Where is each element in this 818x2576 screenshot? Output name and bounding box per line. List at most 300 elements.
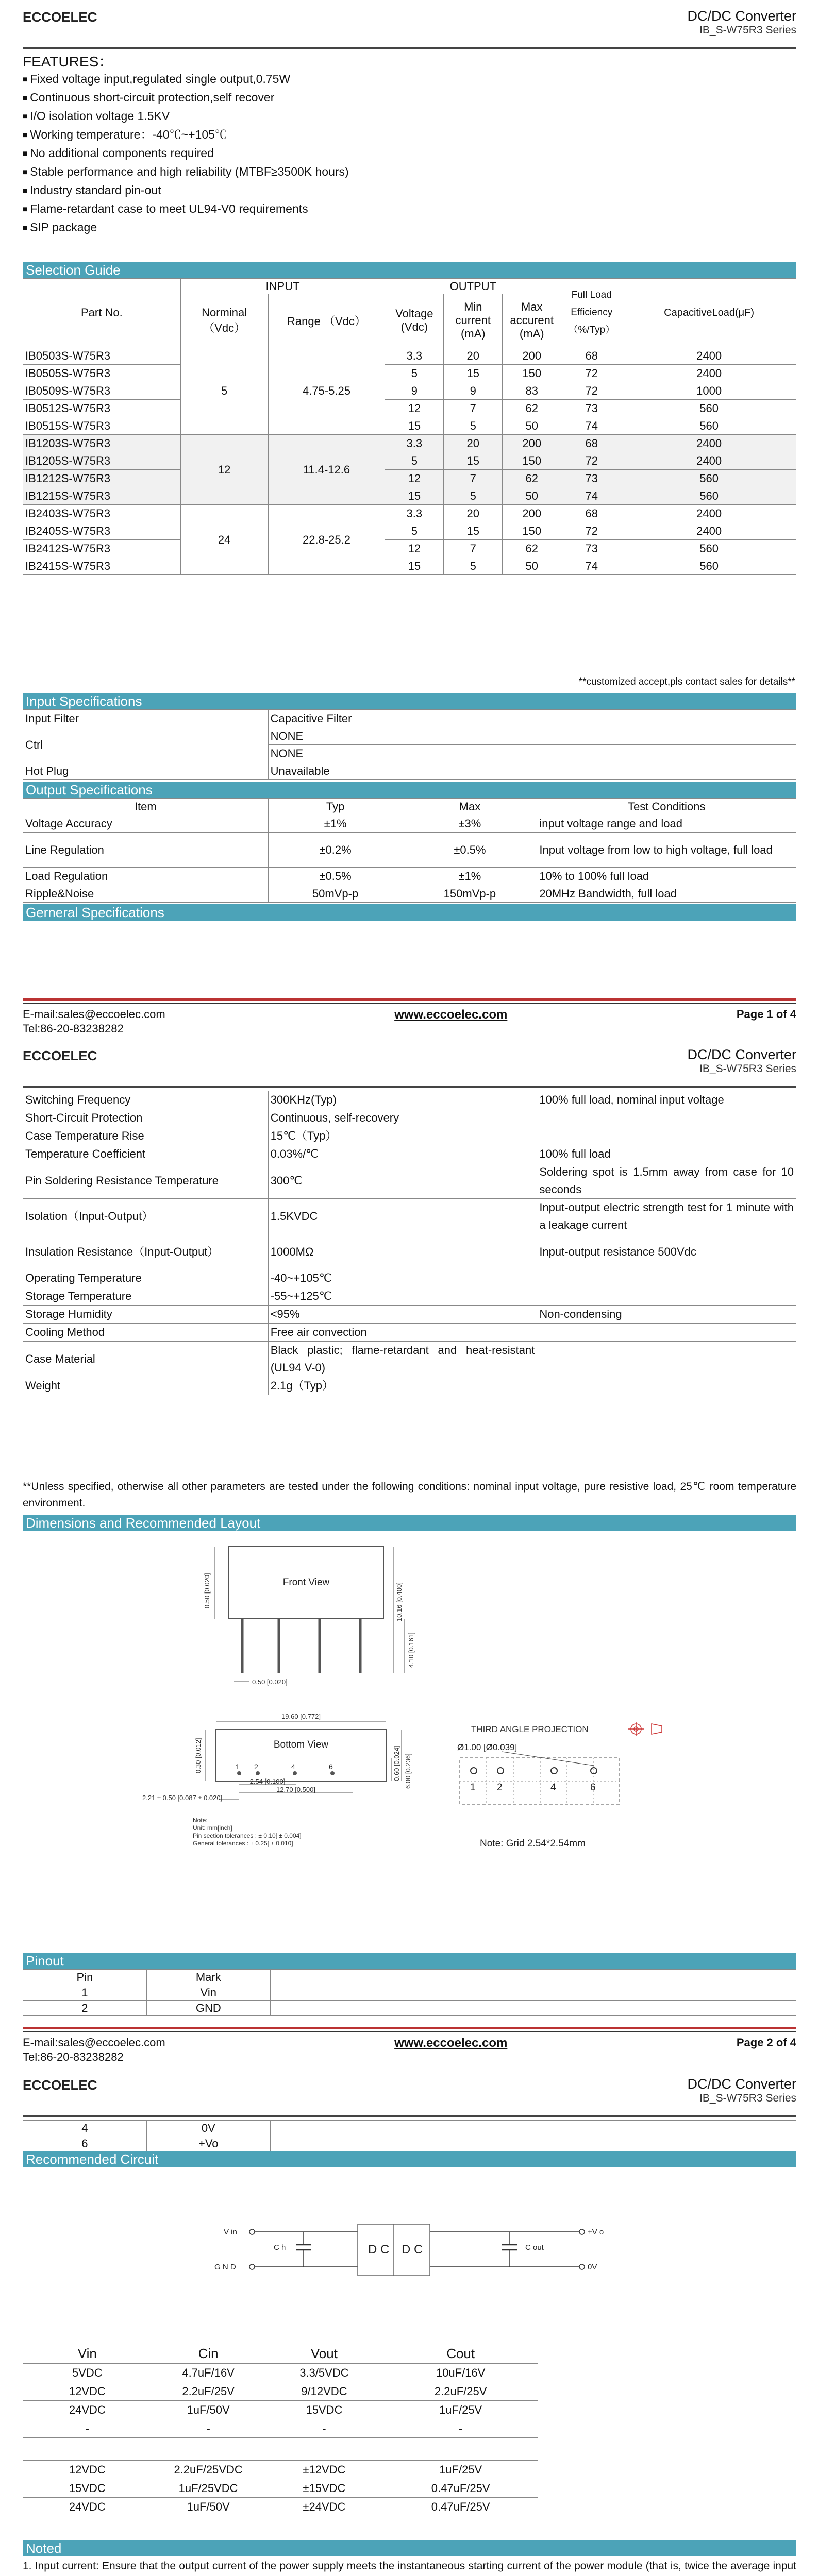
- part-number: IB1212S-W75R3: [23, 470, 181, 487]
- min-current: 5: [444, 557, 503, 575]
- output-spec-title: Output Specifications: [23, 782, 796, 798]
- dim-note: Unit: mm[inch]: [193, 1824, 232, 1832]
- feature-item: ■ Fixed voltage input,regulated single output,0.75W: [23, 70, 349, 89]
- feature-item: ■ Industry standard pin-out: [23, 181, 349, 200]
- capacitive-load: 560: [622, 400, 796, 417]
- cap-cin: 1uF/50V: [152, 2498, 265, 2516]
- capacitive-load: 2400: [622, 365, 796, 382]
- header-rule: [23, 2115, 796, 2117]
- spec-condition: [537, 1287, 796, 1306]
- capacitive-load: 1000: [622, 382, 796, 400]
- cap-vin: 12VDC: [23, 2461, 152, 2479]
- cap-vin: 12VDC: [23, 2382, 152, 2401]
- part-number: IB0515S-W75R3: [23, 417, 181, 435]
- selection-guide-title: Selection Guide: [23, 262, 796, 278]
- min-current: 9: [444, 382, 503, 400]
- spec-value: 1.5KVDC: [268, 1199, 537, 1234]
- max-current: 50: [503, 557, 561, 575]
- cap-vout: 3.3/5VDC: [265, 2364, 383, 2382]
- spec-max: 150mVp-p: [403, 885, 537, 903]
- cap-cout: [383, 2438, 538, 2461]
- spec-condition: [537, 1342, 796, 1377]
- brand-name: ECCOELEC: [23, 2077, 97, 2093]
- max-current: 150: [503, 452, 561, 470]
- pinout-table-1: [23, 1969, 796, 2016]
- spec-typ: ±1%: [268, 815, 403, 833]
- spec-condition: [537, 1109, 796, 1127]
- spec-condition: [537, 1269, 796, 1287]
- spec-label: Case Temperature Rise: [23, 1127, 269, 1145]
- nominal-voltage: 12: [180, 435, 268, 505]
- note-item: 1. Input current: Ensure that the output current of the power supply meets the instantaneous starting current of the power module (that is, twice the average input: [23, 2560, 796, 2572]
- col-part-no: Part No.: [23, 279, 181, 347]
- cap-cin: -: [152, 2419, 265, 2438]
- cap-cout: 1uF/25V: [383, 2461, 538, 2479]
- pin-number: 6: [329, 1762, 333, 1771]
- output-spec-table: [23, 798, 796, 903]
- cap-cin: 4.7uF/16V: [152, 2364, 265, 2382]
- nominal-voltage: 24: [180, 505, 268, 575]
- min-current: 7: [444, 400, 503, 417]
- spec-label: Short-Circuit Protection: [23, 1109, 269, 1127]
- dim-height: 10.16 [0.400]: [395, 1582, 403, 1621]
- spec-label: Hot Plug: [23, 762, 269, 780]
- feature-item: ■ I/O isolation voltage 1.5KV: [23, 107, 349, 126]
- dimensions-drawing: [23, 1531, 796, 1948]
- cap-cout: -: [383, 2419, 538, 2438]
- pcb-pin-number: 1: [470, 1782, 476, 1793]
- feature-item: ■ Continuous short-circuit protection,self recover: [23, 89, 349, 107]
- feature-item: ■ No additional components required: [23, 144, 349, 163]
- page-number: Page 1 of 4: [736, 1008, 796, 1021]
- spec-label: Storage Temperature: [23, 1287, 269, 1306]
- cap-vout: -: [265, 2419, 383, 2438]
- circuit-gnd-label: G N D: [214, 2263, 236, 2272]
- pinout-table-2: [23, 2120, 796, 2151]
- part-number: IB0505S-W75R3: [23, 365, 181, 382]
- part-number: IB0509S-W75R3: [23, 382, 181, 400]
- cap-cout: 2.2uF/25V: [383, 2382, 538, 2401]
- efficiency: 72: [561, 382, 622, 400]
- min-current: 15: [444, 522, 503, 540]
- series-name: IB_S-W75R3 Series: [699, 2092, 796, 2104]
- pcb-layout: [460, 1752, 620, 1804]
- spec-label: Load Regulation: [23, 868, 269, 885]
- dim-pitch: 2.54 [0.100]: [249, 1777, 286, 1785]
- spec-label: Line Regulation: [23, 833, 269, 868]
- capacitive-load: 2400: [622, 522, 796, 540]
- spec-value: -55~+125℃: [268, 1287, 537, 1306]
- spec-typ: 50mVp-p: [268, 885, 403, 903]
- part-number: IB1205S-W75R3: [23, 452, 181, 470]
- general-spec-title: Gerneral Specifications: [23, 904, 796, 921]
- cap-vin: 24VDC: [23, 2498, 152, 2516]
- cap-vout: 15VDC: [265, 2401, 383, 2419]
- notes-list: [23, 2557, 796, 2576]
- spec-value: 15℃（Typ）: [268, 1127, 537, 1145]
- front-view: [214, 1547, 404, 1682]
- feature-item: ■ Stable performance and high reliability (MTBF≥3500K hours): [23, 163, 349, 181]
- pcb-pin-number: 6: [590, 1782, 596, 1793]
- capacitive-load: 2400: [622, 505, 796, 522]
- input-range: 11.4-12.6: [268, 435, 385, 505]
- circuit-ov-label: 0V: [588, 2263, 597, 2272]
- capacitive-load: 560: [622, 540, 796, 557]
- col-test-conditions: Test Conditions: [537, 799, 796, 815]
- dim-pin-height: 0.50 [0.020]: [203, 1573, 211, 1608]
- capacitor-table: [23, 2344, 538, 2516]
- cap-vin: 5VDC: [23, 2364, 152, 2382]
- circuit-cout-label: C out: [525, 2243, 544, 2252]
- capacitive-load: 560: [622, 557, 796, 575]
- spec-value: -40~+105℃: [268, 1269, 537, 1287]
- footer-email[interactable]: E-mail:sales@eccoelec.com: [23, 1008, 165, 1021]
- spec-condition: Input-output electric strength test for 1 minute with a leakage current: [537, 1199, 796, 1234]
- third-angle-label: THIRD ANGLE PROJECTION: [471, 1724, 589, 1734]
- features-title: FEATURES：: [23, 54, 113, 70]
- pcb-holes: [471, 1768, 597, 1774]
- output-voltage: 3.3: [385, 505, 444, 522]
- dim-bottom-length: 6.00 [0.236]: [404, 1753, 412, 1789]
- spec-value: NONE: [268, 745, 537, 762]
- spec-label: Voltage Accuracy: [23, 815, 269, 833]
- third-angle-projection-icon: [628, 1722, 662, 1736]
- part-number: IB1215S-W75R3: [23, 487, 181, 505]
- dim-bottom-width: 0.30 [0.012]: [194, 1738, 202, 1773]
- features-list: [23, 70, 349, 237]
- cap-cout: 1uF/25V: [383, 2401, 538, 2419]
- footer-tel: Tel:86-20-83238282: [23, 2050, 124, 2063]
- spec-label: Ctrl: [23, 727, 269, 762]
- spec-value: NONE: [268, 727, 537, 745]
- pin-mark: GND: [146, 2001, 270, 2016]
- bottom-view-label: Bottom View: [273, 1739, 329, 1750]
- spec-label: Pin Soldering Resistance Temperature: [23, 1163, 269, 1199]
- efficiency: 74: [561, 487, 622, 505]
- cap-vout: ±12VDC: [265, 2461, 383, 2479]
- efficiency: 74: [561, 417, 622, 435]
- output-voltage: 5: [385, 452, 444, 470]
- spec-typ: ±0.5%: [268, 868, 403, 885]
- cap-vout: ±15VDC: [265, 2479, 383, 2498]
- cap-cin: 1uF/25VDC: [152, 2479, 265, 2498]
- dim-pin-length: 4.10 [0.161]: [407, 1632, 415, 1668]
- min-current: 5: [444, 417, 503, 435]
- part-number: IB1203S-W75R3: [23, 435, 181, 452]
- cap-vout: [265, 2438, 383, 2461]
- spec-label: Case Material: [23, 1342, 269, 1377]
- part-number: IB2403S-W75R3: [23, 505, 181, 522]
- selection-table: [23, 278, 796, 575]
- grid-note: Note: Grid 2.54*2.54mm: [480, 1838, 586, 1849]
- max-current: 200: [503, 435, 561, 452]
- spec-label: Operating Temperature: [23, 1269, 269, 1287]
- footer-email[interactable]: E-mail:sales@eccoelec.com: [23, 2036, 165, 2049]
- spec-max: ±0.5%: [403, 833, 537, 868]
- col-capacitive-load: CapacitiveLoad(μF): [622, 279, 796, 347]
- output-voltage: 3.3: [385, 347, 444, 365]
- general-spec-table: [23, 1091, 796, 1395]
- spec-value: 0.03%/℃: [268, 1145, 537, 1163]
- circuit-dc-left: D C: [368, 2243, 390, 2257]
- spec-value: 2.1g（Typ）: [268, 1377, 537, 1395]
- max-current: 62: [503, 400, 561, 417]
- spec-value: 300KHz(Typ): [268, 1091, 537, 1109]
- feature-item: ■ Flame-retardant case to meet UL94-V0 requirements: [23, 200, 349, 218]
- input-range: 22.8-25.2: [268, 505, 385, 575]
- spec-value: 1000MΩ: [268, 1234, 537, 1269]
- output-voltage: 5: [385, 365, 444, 382]
- col-max: Max: [403, 799, 537, 815]
- noted-title: Noted: [23, 2540, 796, 2556]
- max-current: 200: [503, 347, 561, 365]
- output-voltage: 12: [385, 470, 444, 487]
- dimensions-title: Dimensions and Recommended Layout: [23, 1515, 796, 1531]
- dim-note: Pin section tolerances : ± 0.10[ ± 0.004]: [193, 1832, 302, 1839]
- input-range: 4.75-5.25: [268, 347, 385, 435]
- max-current: 50: [503, 487, 561, 505]
- spec-condition: Input-output resistance 500Vdc: [537, 1234, 796, 1269]
- spec-label: Weight: [23, 1377, 269, 1395]
- product-title: DC/DC Converter: [687, 1047, 796, 1062]
- cap-cin: [152, 2438, 265, 2461]
- header-rule: [23, 1086, 796, 1088]
- brand-name: ECCOELEC: [23, 1048, 97, 1063]
- spec-condition: input voltage range and load: [537, 815, 796, 833]
- max-current: 62: [503, 470, 561, 487]
- output-voltage: 3.3: [385, 435, 444, 452]
- pin-number: 6: [23, 2136, 147, 2151]
- col-vin: Vin: [23, 2344, 152, 2364]
- col-range: Range （Vdc）: [268, 294, 385, 347]
- col-typ: Typ: [268, 799, 403, 815]
- input-spec-table: [23, 709, 796, 780]
- max-current: 150: [503, 365, 561, 382]
- page-number: Page 2 of 4: [736, 2036, 796, 2049]
- pin-number: 2: [23, 2001, 147, 2016]
- spec-typ: ±0.2%: [268, 833, 403, 868]
- efficiency: 74: [561, 557, 622, 575]
- col-vout: Vout: [265, 2344, 383, 2364]
- cap-cout: 10uF/16V: [383, 2364, 538, 2382]
- col-output: OUTPUT: [385, 279, 561, 294]
- max-current: 200: [503, 505, 561, 522]
- col-voltage: Voltage (Vdc): [385, 294, 444, 347]
- spec-max: ±1%: [403, 868, 537, 885]
- efficiency: 68: [561, 347, 622, 365]
- footer-tel: Tel:86-20-83238282: [23, 1022, 124, 1035]
- recommended-circuit-title: Recommended Circuit: [23, 2151, 796, 2167]
- min-current: 15: [444, 365, 503, 382]
- spec-value: <95%: [268, 1306, 537, 1324]
- efficiency: 72: [561, 365, 622, 382]
- max-current: 62: [503, 540, 561, 557]
- feature-item: ■ SIP package: [23, 218, 349, 237]
- spec-condition: 20MHz Bandwidth, full load: [537, 885, 796, 903]
- cap-cout: 0.47uF/25V: [383, 2498, 538, 2516]
- capacitive-load: 560: [622, 470, 796, 487]
- spec-condition: [537, 1324, 796, 1342]
- capacitive-load: 560: [622, 487, 796, 505]
- pin-mark: 0V: [146, 2121, 270, 2136]
- output-voltage: 12: [385, 400, 444, 417]
- efficiency: 73: [561, 400, 622, 417]
- page-footer: [23, 2027, 796, 2064]
- footer-website-link[interactable]: www.eccoelec.com: [394, 1008, 508, 1022]
- cap-cin: 2.2uF/25V: [152, 2382, 265, 2401]
- pin-number: 2: [254, 1762, 258, 1771]
- output-voltage: 15: [385, 557, 444, 575]
- dim-pin-span: 12.70 [0.500]: [276, 1786, 315, 1793]
- pin-mark: Vin: [146, 1985, 270, 2001]
- cap-vin: 24VDC: [23, 2401, 152, 2419]
- min-current: 20: [444, 435, 503, 452]
- col-input: INPUT: [180, 279, 385, 294]
- efficiency: 72: [561, 522, 622, 540]
- spec-label: Input Filter: [23, 710, 269, 727]
- cap-cin: 2.2uF/25VDC: [152, 2461, 265, 2479]
- cap-vin: [23, 2438, 152, 2461]
- max-current: 150: [503, 522, 561, 540]
- dim-tolerance: 2.21 ± 0.50 [0.087 ± 0.020]: [142, 1794, 223, 1802]
- col-mark: Mark: [146, 1970, 270, 1985]
- col-item: Item: [23, 799, 269, 815]
- circuit-ch-label: C h: [274, 2243, 286, 2252]
- pinout-title: Pinout: [23, 1953, 796, 1969]
- spec-condition: Non-condensing: [537, 1306, 796, 1324]
- pin-mark: +Vo: [146, 2136, 270, 2151]
- max-current: 50: [503, 417, 561, 435]
- nominal-voltage: 5: [180, 347, 268, 435]
- pin-number: 1: [236, 1762, 240, 1771]
- page-footer: [23, 998, 796, 1036]
- efficiency: 73: [561, 470, 622, 487]
- col-efficiency: Full Load Efficiency （%/Typ）: [561, 279, 622, 347]
- output-voltage: 15: [385, 417, 444, 435]
- min-current: 20: [444, 347, 503, 365]
- pin-number: 1: [23, 1985, 147, 2001]
- spec-value: 300℃: [268, 1163, 537, 1199]
- dim-edge: 0.60 [0.024]: [393, 1745, 400, 1781]
- pin-number: 4: [23, 2121, 147, 2136]
- cap-cout: 0.47uF/25V: [383, 2479, 538, 2498]
- spec-condition: 100% full load: [537, 1145, 796, 1163]
- spec-condition: [537, 1127, 796, 1145]
- selection-footnote: **customized accept,pls contact sales for details**: [578, 676, 795, 687]
- min-current: 20: [444, 505, 503, 522]
- circuit-vin-label: V in: [224, 2228, 237, 2236]
- pcb-pin-number: 2: [497, 1782, 503, 1793]
- col-cout: Cout: [383, 2344, 538, 2364]
- dim-length: 19.60 [0.772]: [281, 1713, 321, 1720]
- spec-value: Capacitive Filter: [268, 710, 796, 727]
- spec-label: Ripple&Noise: [23, 885, 269, 903]
- product-title: DC/DC Converter: [687, 8, 796, 24]
- col-pin: Pin: [23, 1970, 147, 1985]
- efficiency: 72: [561, 452, 622, 470]
- part-number: IB2405S-W75R3: [23, 522, 181, 540]
- max-current: 83: [503, 382, 561, 400]
- cap-vout: 9/12VDC: [265, 2382, 383, 2401]
- col-nominal: Norminal （Vdc）: [180, 294, 268, 347]
- col-min-current: Min current (mA): [444, 294, 503, 347]
- capacitive-load: 2400: [622, 435, 796, 452]
- spec-condition: Soldering spot is 1.5mm away from case for 10 seconds: [537, 1163, 796, 1199]
- spec-condition: [537, 1377, 796, 1395]
- capacitive-load: 2400: [622, 347, 796, 365]
- cap-vin: -: [23, 2419, 152, 2438]
- dim-note: Note:: [193, 1817, 208, 1824]
- dim-note: General tolerances : ± 0.25[ ± 0.010]: [193, 1840, 293, 1847]
- spec-condition: Input voltage from low to high voltage, full load: [537, 833, 796, 868]
- dim-pin-width: 0.50 [0.020]: [252, 1678, 288, 1686]
- cap-vout: ±24VDC: [265, 2498, 383, 2516]
- part-number: IB2415S-W75R3: [23, 557, 181, 575]
- efficiency: 68: [561, 435, 622, 452]
- cap-cin: 1uF/50V: [152, 2401, 265, 2419]
- spec-condition: 10% to 100% full load: [537, 868, 796, 885]
- spec-label: Storage Humidity: [23, 1306, 269, 1324]
- efficiency: 68: [561, 505, 622, 522]
- pin-number: 4: [291, 1762, 295, 1771]
- spec-value: Free air convection: [268, 1324, 537, 1342]
- min-current: 7: [444, 470, 503, 487]
- spec-value: Black plastic; flame-retardant and heat-resistant (UL94 V-0): [268, 1342, 537, 1377]
- spec-label: Isolation（Input-Output）: [23, 1199, 269, 1234]
- feature-item: ■ Working temperature：-40℃~+105℃: [23, 126, 349, 144]
- efficiency: 73: [561, 540, 622, 557]
- min-current: 15: [444, 452, 503, 470]
- front-view-label: Front View: [282, 1577, 330, 1588]
- recommended-circuit-diagram: [23, 2167, 796, 2343]
- bottom-view-pins: [237, 1771, 335, 1775]
- series-name: IB_S-W75R3 Series: [699, 1063, 796, 1075]
- hole-size-label: Ø1.00 [Ø0.039]: [457, 1742, 517, 1752]
- spec-value: Unavailable: [268, 762, 796, 780]
- spec-label: Cooling Method: [23, 1324, 269, 1342]
- output-voltage: 5: [385, 522, 444, 540]
- cap-vin: 15VDC: [23, 2479, 152, 2498]
- input-spec-title: Input Specifications: [23, 693, 796, 709]
- footer-website-link[interactable]: www.eccoelec.com: [394, 2036, 508, 2050]
- general-note: **Unless specified, otherwise all other parameters are tested under the following conditions: nominal input voltage, pure resistive load, 25℃ room temperature environment.: [23, 1481, 796, 1509]
- col-max-current: Max accurent (mA): [503, 294, 561, 347]
- part-number: IB0503S-W75R3: [23, 347, 181, 365]
- spec-value: Continuous, self-recovery: [268, 1109, 537, 1127]
- min-current: 7: [444, 540, 503, 557]
- pcb-pin-number: 4: [550, 1782, 556, 1793]
- part-number: IB0512S-W75R3: [23, 400, 181, 417]
- min-current: 5: [444, 487, 503, 505]
- part-number: IB2412S-W75R3: [23, 540, 181, 557]
- spec-condition: 100% full load, nominal input voltage: [537, 1091, 796, 1109]
- spec-label: Insulation Resistance（Input-Output）: [23, 1234, 269, 1269]
- brand-name: ECCOELEC: [23, 9, 97, 25]
- series-name: IB_S-W75R3 Series: [699, 24, 796, 36]
- capacitive-load: 560: [622, 417, 796, 435]
- output-voltage: 12: [385, 540, 444, 557]
- product-title: DC/DC Converter: [687, 2076, 796, 2092]
- circuit-vo-label: +V o: [588, 2228, 604, 2236]
- spec-label: Switching Frequency: [23, 1091, 269, 1109]
- output-voltage: 15: [385, 487, 444, 505]
- col-cin: Cin: [152, 2344, 265, 2364]
- spec-max: ±3%: [403, 815, 537, 833]
- circuit-dc-right: D C: [402, 2243, 423, 2257]
- capacitive-load: 2400: [622, 452, 796, 470]
- header-rule: [23, 47, 796, 49]
- output-voltage: 9: [385, 382, 444, 400]
